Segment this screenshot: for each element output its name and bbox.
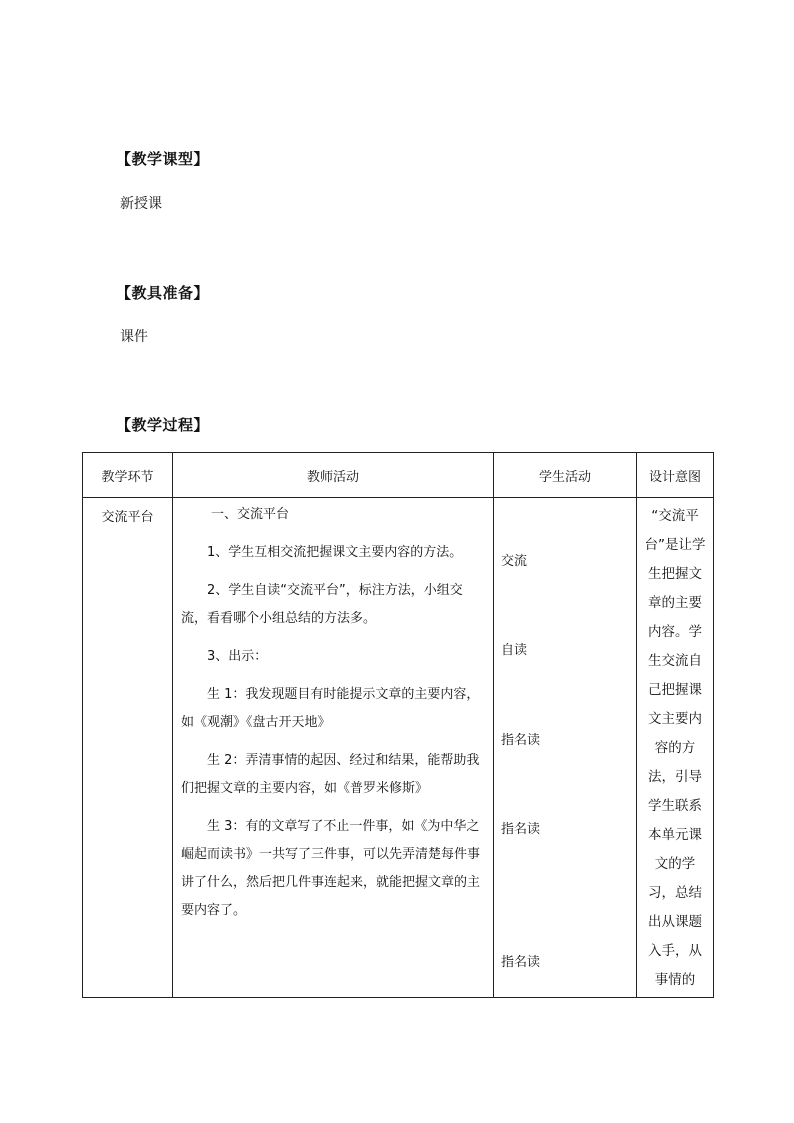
- teaching-aids-heading: 【教具准备】: [116, 284, 210, 302]
- header-stage: 教学环节: [83, 453, 173, 498]
- table-header-row: [83, 453, 714, 498]
- stage-cell: 交流平台: [83, 498, 173, 998]
- student-activity-item: 指名读: [501, 822, 541, 837]
- teacher-step: 生 3：有的文章写了不止一件事，如《为中华之崛起而读书》一共写了三件事，可以先弄清楚每件事讲了什么，然后把几件事连起来，就能把握文章的主要内容了。: [181, 819, 481, 918]
- teaching-process-heading: 【教学过程】: [116, 416, 210, 434]
- student-activity-item: 指名读: [501, 955, 541, 970]
- teacher-step: 3、出示：: [207, 649, 268, 664]
- design-intent-cell: “交流平台”是让学生把握文章的主要内容。学生交流自己把握课文主要内容的方法，引导学生联系本单元课文的学习，总结出从课题入手，从事情的: [637, 498, 714, 998]
- header-design-intent: 设计意图: [637, 453, 714, 498]
- table-row: [83, 498, 714, 998]
- teacher-activity-cell: [173, 498, 494, 998]
- student-activity-item: 自读: [501, 643, 528, 658]
- teacher-step: 生 2：弄清事情的起因、经过和结果，能帮助我们把握文章的主要内容，如《普罗米修斯》: [181, 753, 480, 796]
- teacher-step-title: 一、交流平台: [211, 507, 290, 522]
- student-activity-item: 交流: [501, 554, 528, 569]
- header-student-activity: 学生活动: [494, 453, 637, 498]
- student-activity-item: 指名读: [501, 733, 541, 748]
- teacher-step: 1、学生互相交流把握课文主要内容的方法。: [207, 545, 463, 560]
- student-activity-cell: [494, 498, 637, 998]
- teacher-step: 生 1：我发现题目有时能提示文章的主要内容，如《观潮》《盘古开天地》: [181, 687, 480, 730]
- lesson-type-heading: 【教学课型】: [116, 150, 210, 168]
- teacher-step: 2、学生自读“交流平台”，标注方法，小组交流，看看哪个小组总结的方法多。: [181, 583, 463, 626]
- header-teacher-activity: 教师活动: [173, 453, 494, 498]
- teaching-aids-value: 课件: [120, 329, 148, 345]
- teaching-process-table: [82, 452, 714, 998]
- lesson-type-value: 新授课: [120, 196, 162, 212]
